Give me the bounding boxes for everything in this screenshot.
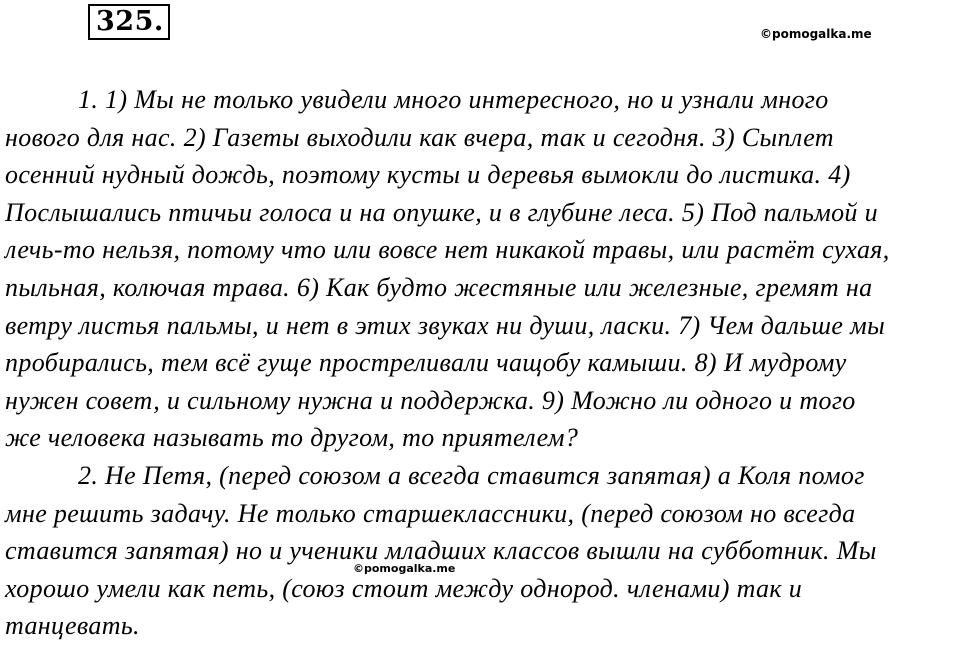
text-line-8: пробирались, тем всё гуще простреливали чащобу камыши. 8) И мудрому [5, 348, 847, 378]
exercise-number: 325. [88, 4, 170, 40]
watermark-middle: ©pomogalka.me [353, 562, 456, 575]
text-line-3: осенний нудный дождь, поэтому кусты и деревья вымокли до листика. 4) [5, 160, 851, 190]
text-line-4: Послышались птичьи голоса и на опушке, и в глубине леса. 5) Под пальмой и [5, 197, 878, 227]
text-line-1: 1. 1) Мы не только увидели много интересного, но и узнали много [78, 85, 829, 114]
text-line-14: хорошо умели как петь, (союз стоит между однород. членами) так и [5, 573, 803, 603]
text-line-12: мне решить задачу. Не только старшеклассники, (перед союзом но всегда [5, 498, 856, 528]
text-line-10: же человека называть то другом, то приятелем? [5, 423, 579, 453]
text-line-7: ветру листья пальмы, и нет в этих звуках ни души, ласки. 7) Чем дальше мы [5, 310, 886, 340]
watermark-top: ©pomogalka.me [760, 27, 872, 41]
answer-text [5, 81, 955, 645]
text-line-9: нужен совет, и сильному нужна и поддержка. 9) Можно ли одного и того [5, 385, 856, 415]
text-line-6: пыльная, колючая трава. 6) Как будто жестяные или железные, гремят на [5, 272, 873, 302]
text-line-5: лечь-то нельзя, потому что или вовсе нет никакой травы, или растёт сухая, [5, 235, 890, 265]
text-line-11: 2. Не Петя, (перед союзом а всегда ставится запятая) а Коля помог [78, 460, 865, 490]
text-line-2: нового для нас. 2) Газеты выходили как вчера, так и сегодня. 3) Сыплет [5, 122, 834, 152]
text-line-13: ставится запятая) но и ученики младших классов вышли на субботник. Мы [5, 536, 877, 566]
text-line-15: танцевать. [5, 611, 140, 641]
